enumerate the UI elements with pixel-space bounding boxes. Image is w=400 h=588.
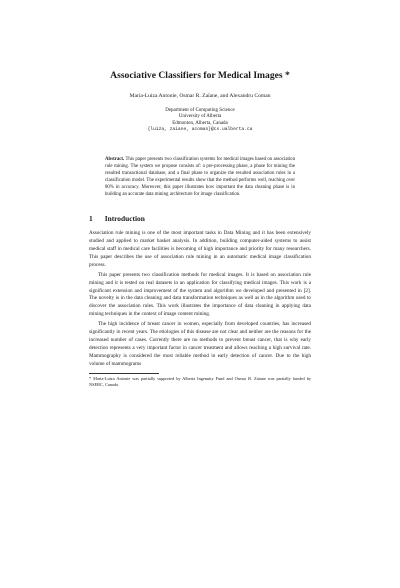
- body-paragraph: Association rule mining is one of the most important tasks in Data Mining and it has been extensively studied and applied to market basket analysis. In addition, building computer-aided systems to assist medical staff in medical care facilities is becoming of high importance and priority for many researchers. This paper describes the use of association rule mining in an automatic medical image classification process.: [89, 230, 311, 268]
- abstract-label: Abstract.: [105, 156, 125, 162]
- affiliation-department: Department of Computing Science: [165, 108, 235, 113]
- section-title: Introduction: [104, 214, 145, 224]
- body-paragraph: The high incidence of breast cancer in women, especially from developed countries, has increased significantly in recent years. The etiologies of this disease are not clear and neither are the reasons for the increased number of cases. Currently there are no methods to prevent breast cancer, that is why early detection represents a very important factor in cancer treatment and allows reaching a high survival rate. Mammography is considered the most reliable method in early detection of cancer. Due to the high volume of mammograms: [89, 321, 311, 367]
- abstract: [105, 156, 295, 199]
- body-paragraph: This paper presents two classification methods for medical images. It is based on association rule mining and it is tested on real datasets in an application for classifying medical images. This work is a significant extension and improvement of the system and algorithm we developed and presented in [2]. The novelty is in the data cleaning and data transformation techniques as well as in the algorithm used to discover the association rules. This work illustrates the importance of data cleaning in applying data mining techniques in the context of image content mining.: [89, 271, 311, 318]
- footnote: * Maria-Luiza Antonie was partially supported by Alberta Ingenuity Fund and Osmar R. Zaïane was partially funded by NSERC, Canada.: [89, 375, 311, 387]
- section-heading: [89, 214, 311, 223]
- author-emails: {luiza, zaiane, acoman}@cs.ualberta.ca: [147, 127, 253, 133]
- abstract-text: This paper presents two classification systems for medical images based on association rule mining. The system we propose consists of: a pre-processing phase, a phase for mining the resulted transactional database, and a final phase to organize the resulted association rules in a classification model. The experimental results show that the method performs well, reaching over 80% in accuracy. Moreover, this paper illustrates how important the data cleaning phase is in building an accurate data mining architecture for image classification.: [105, 156, 295, 198]
- affiliation-block: [89, 108, 311, 134]
- affiliation-university: University of Alberta: [178, 114, 222, 120]
- affiliation-city: Edmonton, Alberta, Canada: [172, 120, 228, 126]
- paper-page: [0, 70, 400, 588]
- footnote-divider: [89, 373, 159, 374]
- paper-title: Associative Classifiers for Medical Images *: [110, 70, 290, 81]
- author-list: Maria-Luiza Antonie, Osmar R. Zaïane, and Alexandru Coman: [129, 93, 271, 99]
- section-number: 1: [89, 214, 93, 224]
- section-body: [89, 230, 311, 368]
